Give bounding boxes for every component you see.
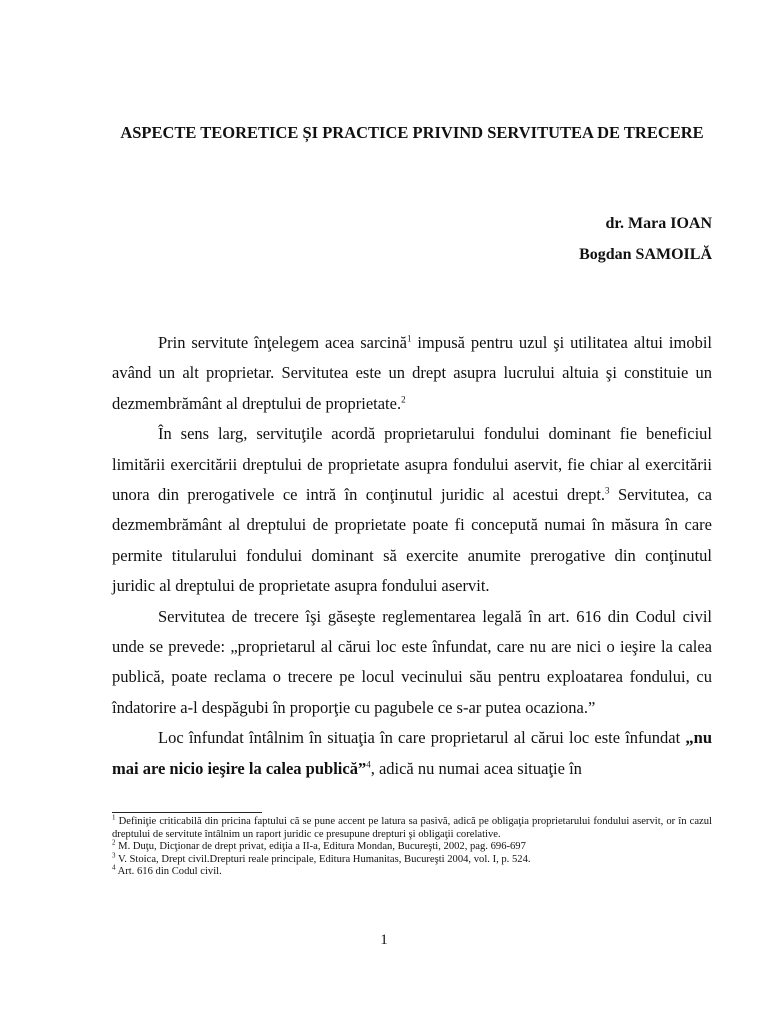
author-name: dr. Mara IOAN [605, 215, 712, 232]
document-title: ASPECTE TEORETICE ȘI PRACTICE PRIVIND SERVITUTEA DE TRECERE [120, 123, 704, 142]
page-number: 1 [380, 932, 388, 948]
footnote: $^4$ Art. 616 din Codul civil. [112, 863, 222, 878]
footnote-ref[interactable]: 1 [406, 333, 412, 344]
paragraph: Prin servitute înţelegem acea sarcină$^1$ impusă pentru uzul şi utilitatea altui imobil având un alt proprietar. Servitutea este un drept asupra lucrului altuia şi constituie un dezmembrământ al dreptului de proprietate.$^2$ [112, 333, 712, 413]
author-name: Bogdan SAMOILĂ [579, 246, 712, 263]
footnote: $^3$ V. Stoica, Drept civil.Drepturi reale principale, Editura Humanitas, Bucureşti 2004, vol. I, p. 524. [112, 851, 531, 865]
footnote-separator [112, 812, 262, 813]
footnote: $^1$ Definiţie criticabilă din pricina faptului că se pune accent pe latura sa pasivă, adică pe obligaţia proprietarului fondului aservit, or în cazul dreptului de servitute întâlnim un raport juridic ce presupune drepturi şi obligaţii corelative. [112, 813, 712, 840]
paragraph: Servitutea de trecere îşi găseşte reglementarea legală în art. 616 din Codul civil unde se prevede: „proprietarul al cărui loc este înfundat, care nu are nici o ieşire la calea publică, poate reclama o trecere pe locul vecinului său pentru exploatarea fondului, cu îndatorire a-l despăgubi în proporţie cu pagubele ce s-ar putea ocaziona.” [112, 606, 712, 717]
footnote-ref[interactable]: 2 [401, 394, 406, 405]
authors-block [579, 208, 712, 270]
quoted-phrase: „nu mai are nicio ieşire la calea publică” [112, 728, 712, 778]
footnotes [112, 813, 712, 879]
paragraph: În sens larg, servituţile acordă proprietarului fondului dominant fie beneficiul limitării exercitării dreptului de proprietate asupra fondului aservit, fie chiar al exercitării unora din prerogativele ce intră în conţinutul juridic al acestui drept.$^3$ Servitutea, ca dezmembrământ al dreptului de proprietate poate fi concepută numai în măsura în care permite titularului fondului dominant să exercite anumite prerogative din conţinutul juridic al dreptului de proprietate asupra fondului aservit. [112, 424, 712, 596]
document-body [112, 328, 712, 784]
footnote-ref[interactable]: 3 [605, 485, 610, 496]
footnote-ref[interactable]: 4 [366, 759, 371, 770]
footnote: $^2$ M. Duţu, Dicţionar de drept privat, ediţia a II-a, Editura Mondan, Bucureşti, 2002, pag. 696-697 [112, 838, 526, 853]
paragraph: Loc înfundat întâlnim în situaţia în care proprietarul al cărui loc este înfundat „nu mai are nicio ieşire la calea publică”$^4$, adică nu numai acea situaţie în [112, 728, 712, 778]
